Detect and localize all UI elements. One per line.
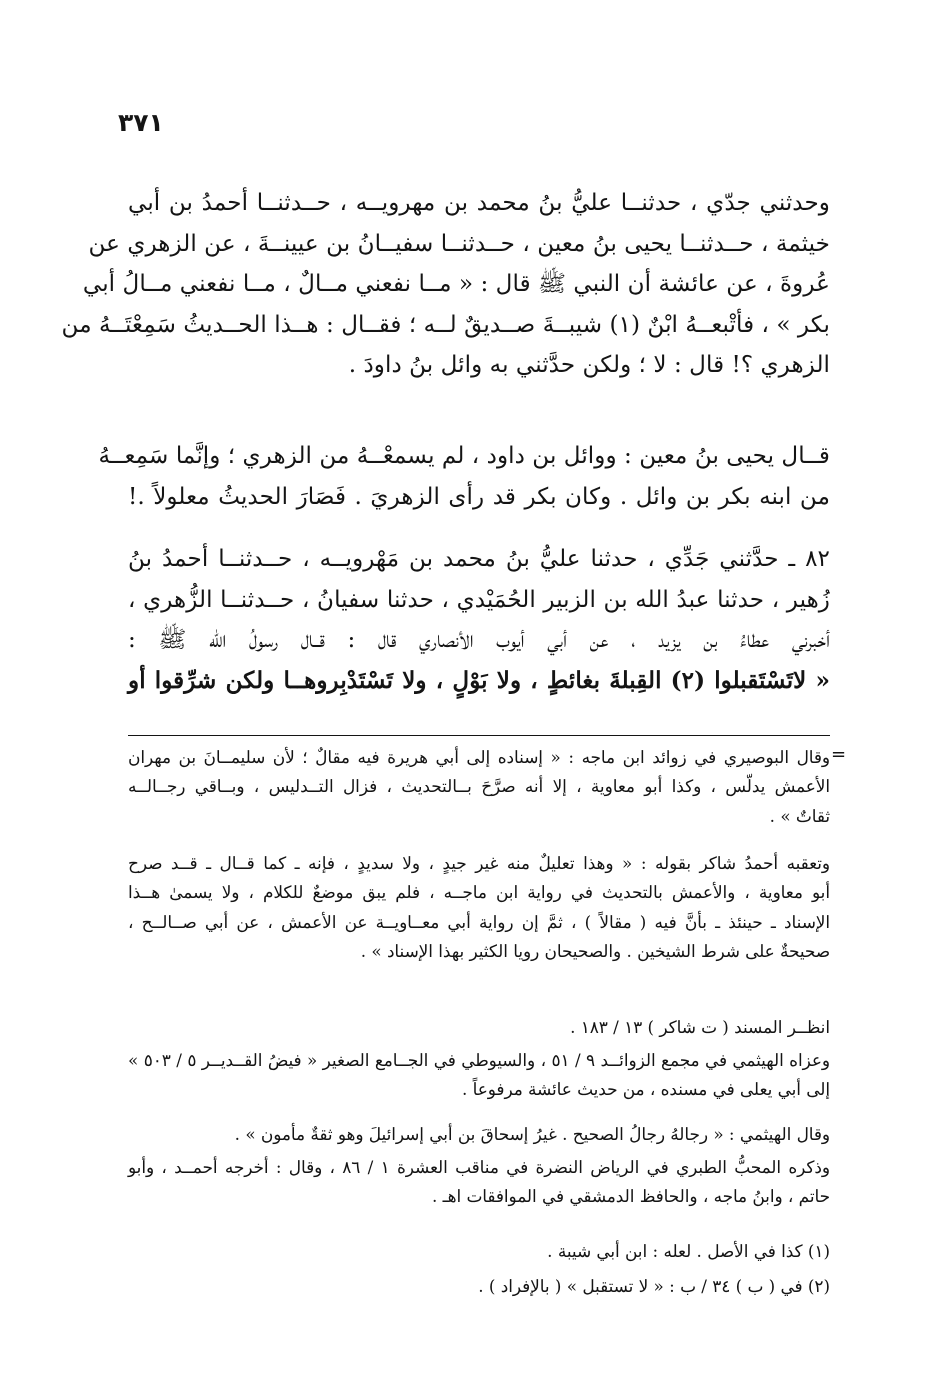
paragraph-2 (98, 436, 830, 517)
footnote-block-haythami-rijal (128, 1120, 830, 1149)
footnote-line: وقال الهيثمي : « رجالهُ رجالُ الصحيح . غيرُ إسحاقَ بن أبي إسرائيلَ وهو ثقةٌ مأمون » . (234, 1124, 830, 1144)
footnote-divider (128, 735, 830, 736)
footnote-line: الأعمش يدلّس ، وكذا أبو معاوية ، إلا أنه صرَّحَ بــالتحديث ، فزال التــدليس ، وبــاقي رجــالــه (128, 776, 830, 797)
footnote-block-haythami (128, 1046, 830, 1105)
footnote-line: (٢) في ( ب ) ٣٤ / ب : « لا تستقبل » ( بالإفراد ) . (478, 1276, 830, 1296)
hadith-text-line: « لاتَسْتَقبلوا (٢) القِبلةَ بغائطٍ ، ولا بَوْلٍ ، ولا تَسْتَدْبِروهــا ولكن شرِّقوا أو (128, 666, 831, 694)
text-line: وحدثني جدّي ، حدثنــا عليُّ بنُ محمد بن مهرويــه ، حــدثنــا أحمدُ بن أبي (128, 189, 830, 216)
footnote-line: أبو معاوية ، والأعمش بالتحديث في رواية ابن ماجــه ، فلم يبق موضعٌ للكلام ، ولا يسمىٰ هــذا (128, 882, 830, 903)
footnote-line: ثقاتٌ » . (769, 805, 830, 826)
page-number: ٣٧١ (118, 108, 164, 137)
footnote-line: وعزاه الهيثمي في مجمع الزوائــد ٩ / ٥١ ، والسيوطي في الجــامع الصغير « فيضُ القــديــر ٥ / ٥٠٣ » (128, 1050, 831, 1070)
text-line: من ابنه بكر بن وائل . وكان بكر قد رأى الزهريَ . فَصَارَ الحديثُ معلولاً .! (128, 482, 830, 510)
text-line: عُروةَ ، عن عائشة أن النبي ﷺ قال : « مــا نفعني مــالٌ ، مــا نفعني مــالُ أبي (82, 270, 830, 297)
text-line: ٨٢ ـ حدَّثني جَدِّي ، حدثنا عليُّ بنُ محمد بن مَهْرويــه ، حــدثنــا أحمدُ بنُ (128, 545, 830, 572)
footnote-block-shakir (128, 849, 830, 967)
paragraph-3-hadith-82 (128, 539, 830, 701)
footnote-continuation-mark: = (831, 744, 847, 765)
footnote-block-busiri (128, 743, 830, 831)
footnote-2 (128, 1272, 830, 1301)
footnote-line: (١) كذا في الأصل . لعله : ابن أبي شيبة . (547, 1241, 830, 1261)
footnote-line: وتعقبه أحمدُ شاكر بقوله : « وهذا تعليلٌ منه غير جيدٍ ، ولا سديدٍ ، فإنه ـ كما قــال ـ قــد صرح (128, 853, 830, 873)
text-line: زُهير ، حدثنا عبدُ الله بن الزبير الحُمَيْدي ، حدثنا سفيانُ ، حــدثنــا الزُّهري ، (128, 585, 830, 613)
footnote-line: صحيحةٌ على شرط الشيخين . والصحيحان رويا الكثير بهذا الإسناد » . (360, 941, 830, 962)
footnote-line: وقال البوصيري في زوائد ابن ماجه : « إسناده إلى أبي هريرة فيه مقالٌ ؛ لأن سليمــانَ بن مهران (128, 747, 830, 767)
paragraph-1 (61, 183, 830, 386)
text-line: خيثمة ، حــدثنــا يحيى بنُ معين ، حــدثنــا سفيــانُ بن عيينــةَ ، عن الزهري عن (88, 229, 830, 257)
footnote-block-tabari (128, 1153, 830, 1212)
text-line: قــال يحيى بنُ معين : ووائل بن داود ، لم يسمعْــهُ من الزهري ؛ وإنَّما سَمِعــهُ (98, 442, 830, 469)
text-line: أخبرني عطاءُ بن يزيد ، عن أبي أيوب الأنصاري قال : قــال رسولُ الله ﷺ : (128, 626, 830, 653)
footnote-line: حاتم ، وابنُ ماجه ، والحافظ الدمشقي في الموافقات اهـ . (432, 1186, 830, 1207)
footnote-line: الإسناد ـ حينئذ ـ بأنَّ فيه ( مقالاً ) ، ثمَّ إن رواية أبي معــاويــة عن الأعمش ، عن أبي صــالــح ، (128, 911, 830, 932)
footnote-line: إلى أبي يعلى في مسنده ، من حديث عائشة مرفوعاً . (461, 1079, 830, 1100)
text-line: الزهري ؟! قال : لا ؛ ولكن حدَّثني به وائل بنُ داودَ . (348, 351, 830, 378)
footnote-line: انظــر المسند ( ت شاكر ) ١٣ / ١٨٣ . (570, 1017, 830, 1037)
footnote-1 (128, 1237, 830, 1266)
footnote-block-musnad (128, 1013, 830, 1042)
text-line: بكر » ، فأتْبعــهُ ابْنٌ (١) شيبــةَ صــديقٌ لــه ؛ فقــال : هــذا الحــديثُ سَمِعْتَــهُ من (61, 310, 830, 338)
footnote-line: وذكره المحبُّ الطبري في الرياض النضرة في مناقب العشرة ١ / ٨٦ ، وقال : أخرجه أحمــد ، وأبو (128, 1157, 830, 1177)
